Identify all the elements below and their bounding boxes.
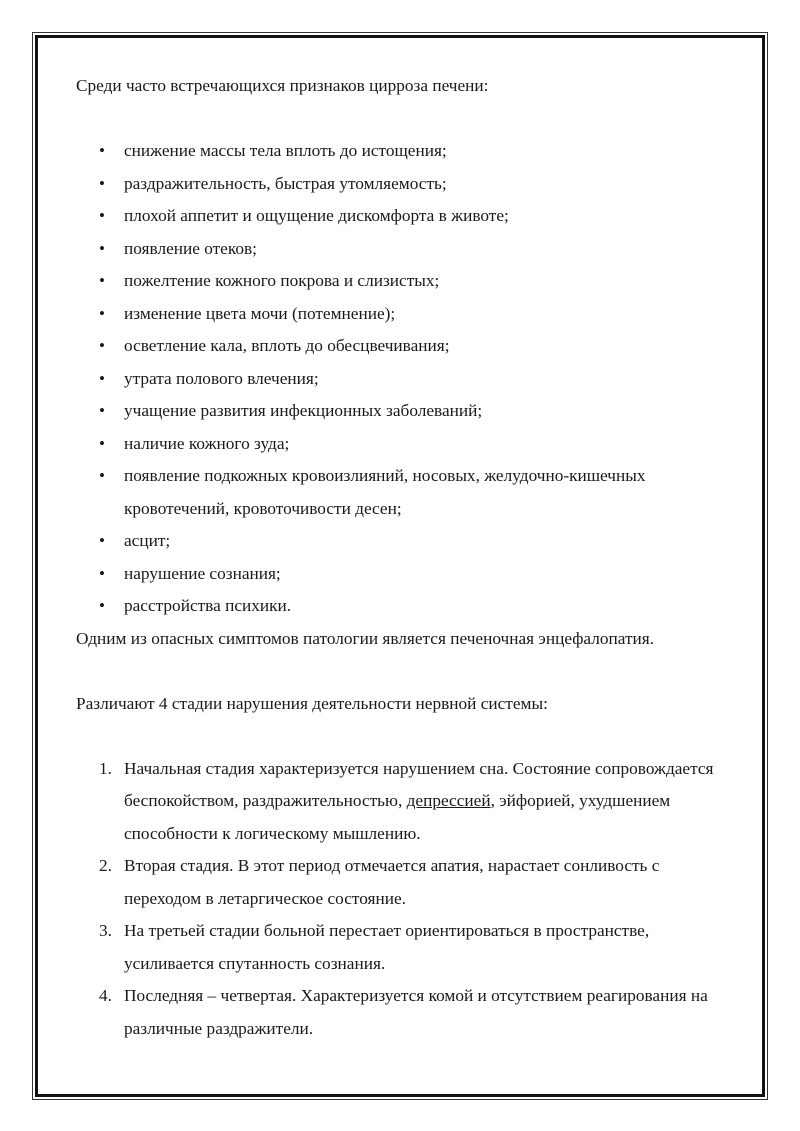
stages-list	[76, 753, 726, 1046]
list-item: • наличие кожного зуда;	[124, 428, 726, 461]
stage-item	[99, 753, 726, 851]
stage-number: 2.	[99, 856, 112, 875]
list-item: • раздражительность, быстрая утомляемость;	[124, 168, 726, 201]
symptoms-list	[76, 135, 726, 623]
stage-item	[99, 915, 726, 980]
list-item: • учащение развития инфекционных заболеваний;	[124, 395, 726, 428]
document-body	[76, 70, 726, 1045]
symptoms-intro: Среди часто встречающихся признаков цирроза печени:	[76, 76, 489, 95]
list-item: • осветление кала, вплоть до обесцвечивания;	[124, 330, 726, 363]
stage-text: Вторая стадия. В этот период отмечается апатия, нарастает сонливость с переходом в летаргическое состояние.	[124, 856, 660, 908]
stage-item	[99, 980, 726, 1045]
list-item: • пожелтение кожного покрова и слизистых;	[124, 265, 726, 298]
danger-paragraph: Одним из опасных симптомов патологии является печеночная энцефалопатия.	[76, 628, 655, 648]
stage-text: Начальная стадия характеризуется нарушением сна. Состояние сопровождается беспокойством, раздражительностью,	[124, 758, 714, 810]
stage-item	[99, 850, 726, 915]
list-item: • появление подкожных кровоизлияний, носовых, желудочно-кишечных кровотечений, кровоточивости десен;	[124, 460, 726, 525]
list-item: • изменение цвета мочи (потемнение);	[124, 298, 726, 331]
stage-number: 4.	[99, 986, 112, 1005]
list-item: • асцит;	[124, 525, 726, 558]
list-item: • расстройства психики.	[124, 590, 726, 623]
list-item: • нарушение сознания;	[124, 558, 726, 591]
stage-number: 1.	[99, 758, 112, 778]
stage-text: Последняя – четвертая. Характеризуется комой и отсутствием реагирования на различные раздражители.	[124, 986, 708, 1038]
list-item: • снижение массы тела вплоть до истощения;	[124, 135, 726, 168]
stage-number: 3.	[99, 921, 112, 940]
spacer	[76, 655, 726, 688]
depression-link[interactable]: депрессией	[406, 791, 491, 810]
spacer	[76, 103, 726, 136]
list-item: • появление отеков;	[124, 233, 726, 266]
spacer	[76, 720, 726, 753]
list-item: • утрата полового влечения;	[124, 363, 726, 396]
list-item: • плохой аппетит и ощущение дискомфорта в животе;	[124, 200, 726, 233]
stage-text: , эйфорией, ухудшением способности к логическому мышлению.	[124, 791, 671, 843]
stages-intro: Различают 4 стадии нарушения деятельности нервной системы:	[76, 693, 548, 713]
stage-text: На третьей стадии больной перестает ориентироваться в пространстве, усиливается спутанность сознания.	[124, 921, 650, 973]
